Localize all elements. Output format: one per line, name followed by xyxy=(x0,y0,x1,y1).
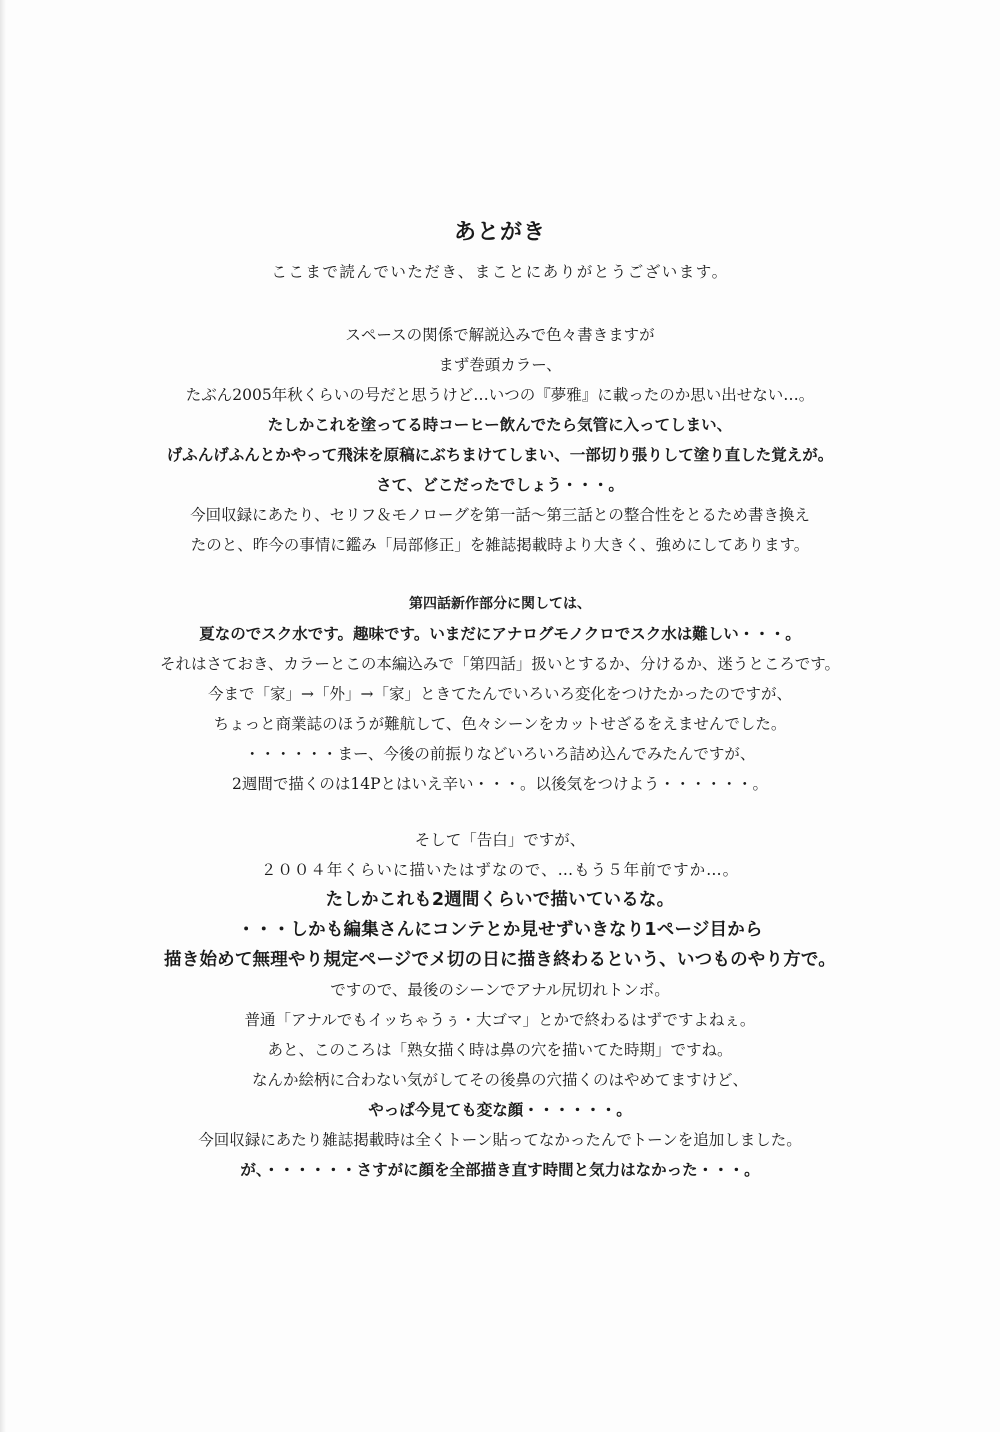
text-line: 第四話新作部分に関しては、 xyxy=(409,596,591,612)
text-line: ですので、最後のシーンでアナル尻切れトンボ。 xyxy=(330,981,670,999)
text-line: 今まで「家」→「外」→「家」ときてたんでいろいろ変化をつけたかったのですが、 xyxy=(208,685,792,703)
text-line: 2週間で描くのは14Pとはいえ辛い・・・。以後気をつけよう・・・・・・。 xyxy=(231,775,769,793)
intro-line: ここまで読んでいただき、まことにありがとうございます。 xyxy=(271,263,729,281)
text-line: げふんげふんとかやって飛沫を原稿にぶちまけてしまい、一部切り張りして塗り直した覚えが。 xyxy=(166,446,834,464)
text-line: 今回収録にあたり、セリフ＆モノローグを第一話〜第三話との整合性をとるため書き換え xyxy=(190,506,810,524)
text-line: さて、どこだったでしょう・・・。 xyxy=(376,476,624,494)
text-line: あと、このころは「熟女描く時は鼻の穴を描いてた時期」ですね。 xyxy=(267,1041,733,1059)
text-line: 描き始めて無理やり規定ページでメ切の日に描き終わるという、いつものやり方で。 xyxy=(164,950,836,970)
text-line: ちょっと商業誌のほうが難航して、色々シーンをカットせざるをえませんでした。 xyxy=(213,715,787,733)
page-title: あとがき xyxy=(453,220,546,245)
section-episode-four xyxy=(0,589,1000,799)
text-line: スペースの関係で解説込みで色々書きますが xyxy=(345,326,655,344)
text-line: まず巻頭カラー、 xyxy=(438,356,562,374)
text-line: それはさておき、カラーとこの本編込みで「第四話」扱いとするか、分けるか、迷うところです。 xyxy=(160,655,840,673)
text-line: たしかこれも2週間くらいで描いているな。 xyxy=(325,890,675,910)
text-line: 今回収録にあたり雑誌掲載時は全くトーン貼ってなかったんでトーンを追加しました。 xyxy=(198,1131,802,1149)
section-color-pages xyxy=(0,320,1000,560)
text-line: ・・・・・・まー、今後の前振りなどいろいろ詰め込んでみたんですが、 xyxy=(244,745,756,763)
text-line: そして「告白」ですが、 xyxy=(414,831,586,849)
text-line: が、・・・・・・さすがに顔を全部描き直す時間と気力はなかった・・・。 xyxy=(240,1161,760,1179)
text-line: 夏なのでスク水です。趣味です。いまだにアナログモノクロでスク水は難しい・・・。 xyxy=(199,625,801,643)
text-line: ・・・しかも編集さんにコンテとか見せずいきなり1ページ目から xyxy=(237,920,763,940)
text-line: ２００４年くらいに描いたはずなので、…もう５年前ですか…。 xyxy=(260,861,740,879)
text-line: たのと、昨今の事情に鑑み「局部修正」を雑誌掲載時より大きく、強めにしてあります。 xyxy=(190,536,810,554)
text-line: やっぱ今見ても変な顔・・・・・・。 xyxy=(368,1101,632,1119)
text-line: なんか絵柄に合わない気がしてその後鼻の穴描くのはやめてますけど、 xyxy=(251,1071,748,1089)
text-line: 普通「アナルでもイッちゃうぅ・大ゴマ」とかで終わるはずですよねぇ。 xyxy=(244,1011,756,1029)
text-line: たぶん2005年秋くらいの号だと思うけど…いつの『夢雅』に載ったのか思い出せない…。 xyxy=(185,386,815,404)
text-line: たしかこれを塗ってる時コーヒー飲んでたら気管に入ってしまい、 xyxy=(267,416,733,434)
intro-block xyxy=(0,257,1000,287)
section-confession xyxy=(0,825,1000,1185)
